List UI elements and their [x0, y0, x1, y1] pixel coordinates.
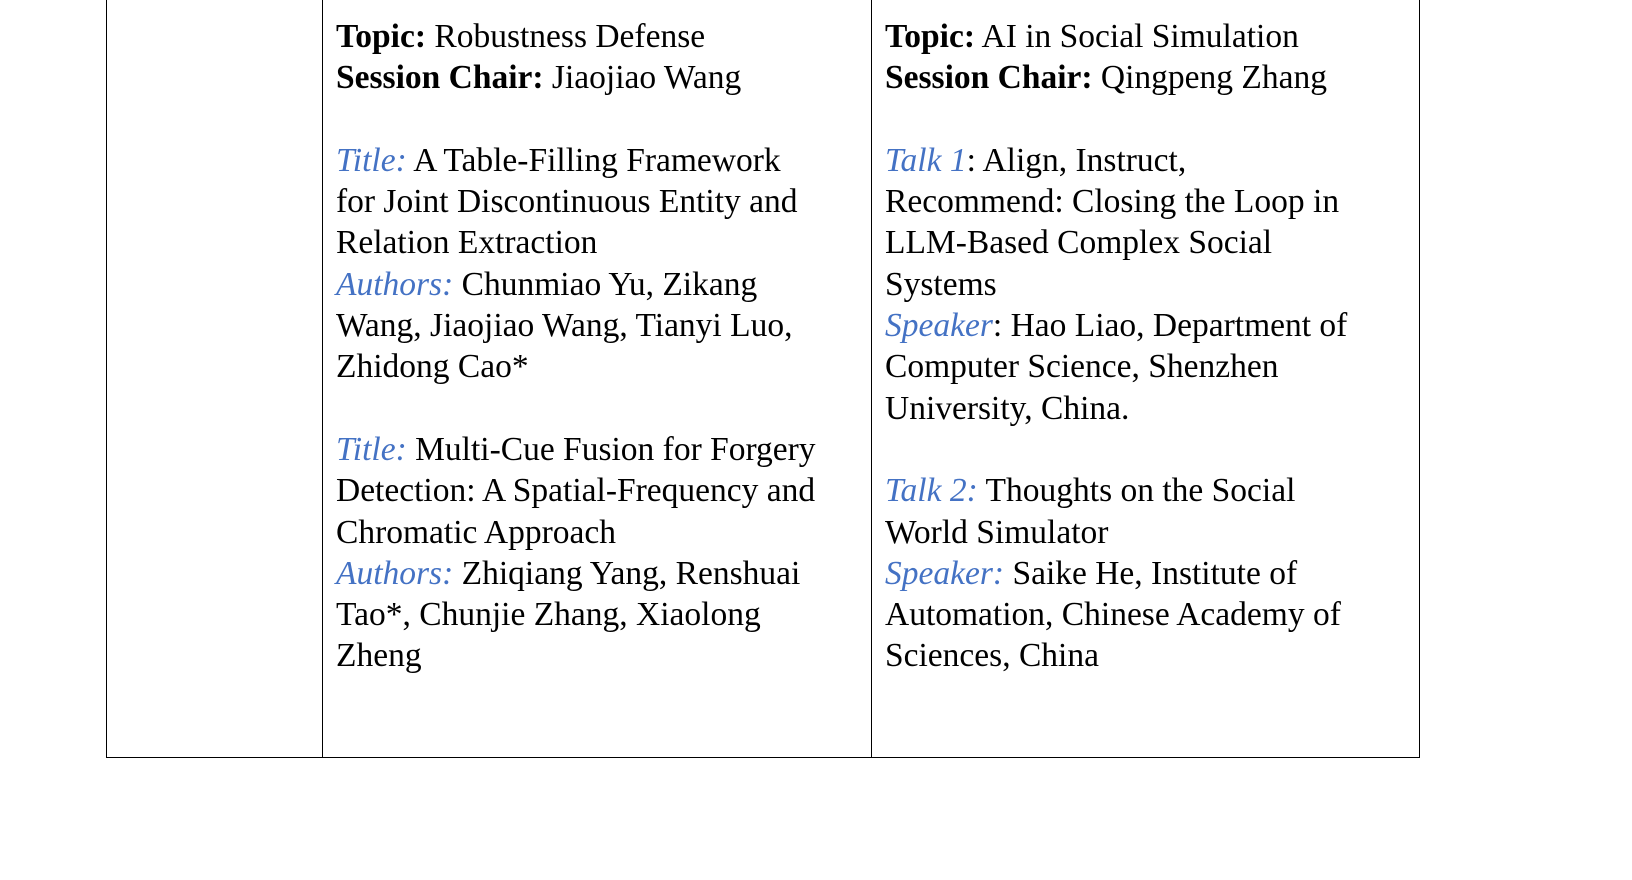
entry-label-colon: :: [966, 141, 976, 179]
entry-text: Tao*, Chunjie Zhang, Xiaolong: [336, 596, 761, 634]
entry-text: World Simulator: [885, 513, 1109, 551]
entry-line: [885, 264, 1347, 305]
entry-line: [336, 635, 816, 676]
entry-label-colon: :: [442, 554, 454, 592]
session-topic: [885, 16, 1347, 57]
entry-text: Recommend: Closing the Loop in: [885, 183, 1340, 221]
session-topic-value: Robustness Defense: [434, 18, 706, 55]
blank-line: [885, 429, 1347, 470]
entry-line: [885, 305, 1347, 346]
session-chair: [885, 57, 1347, 98]
session-chair-value: Jiaojiao Wang: [551, 59, 742, 97]
entry-line: [336, 181, 816, 222]
session-chair-value: Qingpeng Zhang: [1100, 59, 1327, 97]
entry-label-colon: :: [992, 554, 1005, 592]
table-border-bottom: [106, 757, 1420, 758]
entry-text: LLM-Based Complex Social: [885, 224, 1273, 262]
entry-text: Zhiqiang Yang, Renshuai: [461, 554, 801, 592]
entry-label: Speaker: [885, 307, 993, 345]
entry-label-colon: :: [442, 265, 454, 303]
entry-text: Automation, Chinese Academy of: [885, 596, 1341, 634]
entry-line: [885, 635, 1347, 676]
entry-label: Speaker: [885, 554, 993, 592]
entry-label: Talk 2: [885, 472, 967, 510]
session-topic-value: AI in Social Simulation: [981, 18, 1299, 55]
entry-text: A Table-Filling Framework: [413, 141, 781, 179]
session-cell-social-simulation: [885, 16, 1347, 677]
entry-line: [336, 140, 816, 181]
session-chair-label: Session Chair:: [336, 59, 544, 97]
entry-text: University, China.: [885, 389, 1130, 427]
entry-text: Relation Extraction: [336, 224, 598, 262]
entry-line: [885, 388, 1347, 429]
entry-line: [885, 553, 1347, 594]
entry-label-colon: :: [395, 430, 407, 468]
entry-line: [336, 470, 816, 511]
entry-label-colon: :: [992, 307, 1003, 345]
entry-text: Zhidong Cao*: [336, 348, 529, 386]
entry-label: Title: [336, 141, 396, 179]
blank-line: [336, 99, 816, 140]
entry-text: Saike He, Institute of: [1012, 554, 1298, 592]
entry-line: [885, 594, 1347, 635]
entry-label: Talk 1: [885, 141, 967, 179]
table-border-col2: [871, 0, 872, 758]
entry-label: Authors: [336, 265, 443, 303]
blank-line: [336, 388, 816, 429]
session-cell-robustness: [336, 16, 816, 677]
entry-text: Detection: A Spatial-Frequency and: [336, 472, 816, 510]
entry-line: [885, 470, 1347, 511]
entry-text: Systems: [885, 265, 997, 303]
session-topic: [336, 16, 816, 57]
entry-text: Chromatic Approach: [336, 513, 617, 551]
entry-label-colon: :: [395, 141, 407, 179]
entry-text: Zheng: [336, 637, 422, 675]
entry-line: [336, 594, 816, 635]
entry-text: Sciences, China: [885, 637, 1099, 675]
session-chair: [336, 57, 816, 98]
entry-text: Computer Science, Shenzhen: [885, 348, 1279, 386]
blank-line: [885, 99, 1347, 140]
entry-line: [336, 305, 816, 346]
entry-line: [336, 264, 816, 305]
session-topic-label: Topic:: [336, 18, 426, 55]
entry-text: Hao Liao, Department of: [1010, 307, 1348, 345]
entry-label: Authors: [336, 554, 443, 592]
entry-text: Align, Instruct,: [982, 141, 1187, 179]
entry-line: [885, 140, 1347, 181]
entry-line: [336, 346, 816, 387]
entry-text: Wang, Jiaojiao Wang, Tianyi Luo,: [336, 307, 793, 345]
entry-label-colon: :: [966, 472, 978, 510]
table-border-left: [106, 0, 107, 758]
entry-line: [336, 553, 816, 594]
entry-text: for Joint Discontinuous Entity and: [336, 183, 798, 221]
entry-text: Chunmiao Yu, Zikang: [461, 265, 758, 303]
session-chair-label: Session Chair:: [885, 59, 1093, 97]
session-topic-label: Topic:: [885, 18, 975, 55]
table-border-right: [1419, 0, 1420, 758]
entry-label: Title: [336, 430, 396, 468]
entry-line: [885, 346, 1347, 387]
entry-line: [336, 512, 816, 553]
entry-line: [336, 429, 816, 470]
table-border-col1: [322, 0, 323, 758]
entry-text: Multi-Cue Fusion for Forgery: [415, 430, 816, 468]
entry-line: [336, 222, 816, 263]
entry-line: [885, 512, 1347, 553]
entry-text: Thoughts on the Social: [985, 472, 1296, 510]
entry-line: [885, 222, 1347, 263]
entry-line: [885, 181, 1347, 222]
